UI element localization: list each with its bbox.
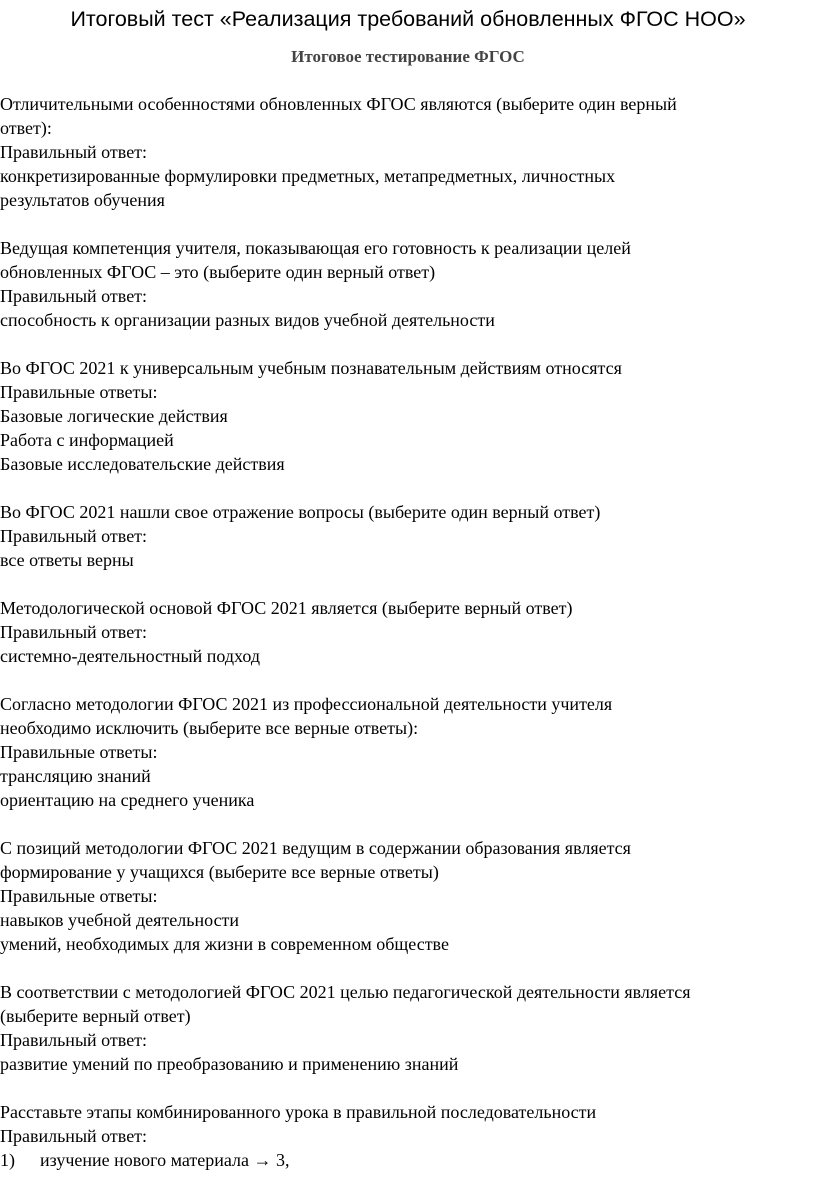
answer-text: развитие умений по преобразованию и применению знаний [0,1054,459,1074]
question-text: С позиций методологии ФГОС 2021 ведущим в содержании образования является [0,838,631,858]
answer-label: Правильные ответы: [0,382,158,402]
question-text: обновленных ФГОС – это (выберите один верный ответ) [0,262,436,282]
question-block-4 [0,500,812,572]
question-block-2 [0,236,812,332]
answer-text: Базовые исследовательские действия [0,454,285,474]
numbered-answer-item [0,1148,812,1172]
answer-text: навыков учебной деятельности [0,910,240,930]
document-subtitle: Итоговое тестирование ФГОС [291,47,525,66]
answer-text: ориентацию на среднего ученика [0,790,255,810]
question-block-7 [0,836,812,956]
question-text: Во ФГОС 2021 нашли свое отражение вопросы (выберите один верный ответ) [0,502,601,522]
question-block-3 [0,356,812,476]
answer-text: конкретизированные формулировки предметных, метапредметных, личностных [0,166,616,186]
question-text: Ведущая компетенция учителя, показывающая его готовность к реализации целей [0,238,631,258]
question-text: Методологической основой ФГОС 2021 является (выберите верный ответ) [0,598,573,618]
question-text: необходимо исключить (выберите все верные ответы): [0,718,419,738]
answer-text: Базовые логические действия [0,406,228,426]
answer-text: все ответы верны [0,550,134,570]
question-text: В соответствии с методологией ФГОС 2021 целью педагогической деятельности является [0,982,691,1002]
question-block-9 [0,1100,812,1172]
answer-text: системно-деятельностный подход [0,646,260,666]
answer-text: трансляцию знаний [0,766,151,786]
question-text: ответ): [0,118,52,138]
question-text: Во ФГОС 2021 к универсальным учебным познавательным действиям относятся [0,358,622,378]
answer-label: Правильный ответ: [0,142,148,162]
answer-label: Правильный ответ: [0,1126,148,1146]
question-text: Согласно методологии ФГОС 2021 из профессиональной деятельности учителя [0,694,613,714]
answer-text: результатов обучения [0,190,165,210]
questions-list [0,92,812,1196]
answer-label: Правильные ответы: [0,886,158,906]
answer-text: изучение нового материала → 3, [40,1150,290,1170]
answer-text: умений, необходимых для жизни в современном обществе [0,934,449,954]
answer-label: Правильные ответы: [0,742,158,762]
answer-label: Правильный ответ: [0,526,148,546]
question-block-6 [0,692,812,812]
question-text: (выберите верный ответ) [0,1006,191,1026]
answer-text: способность к организации разных видов учебной деятельности [0,310,495,330]
question-block-8 [0,980,812,1076]
answer-text: Работа с информацией [0,430,174,450]
question-text: формирование у учащихся (выберите все верные ответы) [0,862,439,882]
question-text: Расставьте этапы комбинированного урока в правильной последовательности [0,1102,597,1122]
question-block-1 [0,92,812,212]
item-number: 1) [0,1150,15,1170]
document-title: Итоговый тест «Реализация требований обновленных ФГОС НОО» [70,7,746,31]
answer-label: Правильный ответ: [0,622,148,642]
answer-label: Правильный ответ: [0,1030,148,1050]
question-block-5 [0,596,812,668]
answer-label: Правильный ответ: [0,286,148,306]
question-text: Отличительными особенностями обновленных ФГОС являются (выберите один верный [0,94,677,114]
